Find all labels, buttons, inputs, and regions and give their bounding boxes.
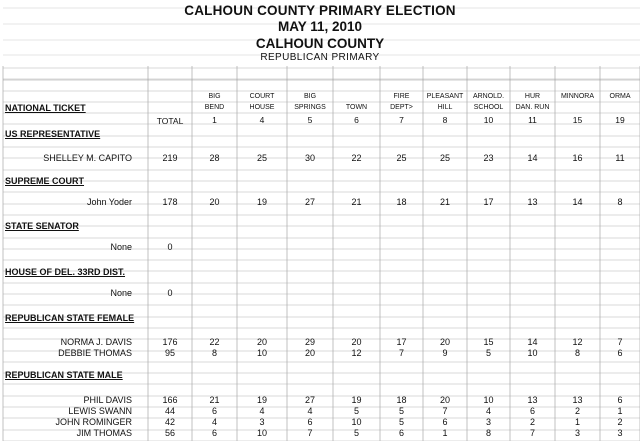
candidate-total: 178 [162, 197, 178, 207]
precinct-votes: 19 [256, 197, 267, 207]
precinct-votes: 20 [256, 337, 267, 347]
precinct-votes: 20 [439, 395, 450, 405]
precinct-votes: 13 [527, 395, 538, 405]
precinct-votes: 8 [574, 348, 580, 358]
precinct-votes: 25 [439, 153, 450, 163]
precinct-name-9: MINNORA [560, 93, 595, 100]
precinct-votes: 5 [353, 405, 359, 416]
candidate-name: LEWIS SWANN [68, 405, 132, 416]
precinct-number-8: 11 [528, 115, 537, 125]
precinct-sub-7: SCHOOL [473, 104, 504, 111]
precinct-votes: 1 [617, 405, 623, 416]
precinct-number-3: 5 [307, 115, 313, 125]
candidate-total: 166 [162, 395, 178, 405]
precinct-sub-4: TOWN [345, 104, 368, 111]
national-ticket-label: NATIONAL TICKET [5, 103, 86, 113]
precinct-votes: 17 [396, 337, 407, 347]
precinct-number-9: 15 [572, 115, 583, 125]
precinct-votes: 7 [529, 428, 535, 438]
candidate-name: JOHN ROMINGER [55, 417, 132, 427]
precinct-votes: 29 [304, 337, 315, 347]
candidate-name: None [110, 242, 132, 252]
precinct-votes: 6 [211, 405, 217, 416]
candidate-total: 56 [164, 428, 175, 438]
precinct-votes: 12 [572, 337, 583, 347]
precinct-votes: 4 [211, 417, 217, 427]
precinct-votes: 15 [483, 337, 494, 347]
county-name: CALHOUN COUNTY [255, 36, 385, 51]
precinct-number-10: 19 [615, 115, 625, 125]
precinct-votes: 6 [398, 428, 404, 438]
precinct-votes: 3 [485, 417, 491, 427]
precinct-votes: 20 [304, 348, 315, 358]
precinct-sub-3: SPRINGS [294, 104, 326, 111]
precinct-votes: 6 [617, 348, 623, 358]
precinct-votes: 21 [209, 395, 220, 405]
precinct-name-7: ARNOLD. [472, 93, 505, 100]
candidate-name: PHIL DAVIS [83, 395, 132, 405]
precinct-sub-6: HILL [437, 104, 453, 111]
section-title: REPUBLICAN STATE MALE [5, 370, 123, 380]
precinct-votes: 22 [209, 337, 220, 347]
precinct-votes: 10 [256, 348, 267, 358]
precinct-name-10: ORMA [609, 93, 631, 100]
section-title: HOUSE OF DEL. 33RD DIST. [5, 267, 126, 277]
precinct-votes: 1 [442, 428, 448, 438]
precinct-votes: 5 [398, 417, 404, 427]
precinct-votes: 21 [351, 197, 362, 207]
precinct-votes: 25 [396, 153, 407, 163]
precinct-votes: 12 [351, 348, 362, 358]
precinct-votes: 14 [527, 337, 538, 347]
precinct-votes: 4 [259, 405, 265, 416]
precinct-number-7: 10 [483, 115, 494, 125]
precinct-votes: 7 [307, 428, 313, 438]
precinct-votes: 2 [574, 405, 580, 416]
precinct-votes: 5 [398, 405, 404, 416]
precinct-votes: 23 [483, 153, 494, 163]
precinct-votes: 2 [529, 417, 535, 427]
section-title: REPUBLICAN STATE FEMALE [5, 313, 135, 323]
precinct-votes: 30 [304, 153, 315, 163]
precinct-votes: 1 [574, 417, 580, 427]
precinct-votes: 6 [617, 395, 623, 405]
precinct-votes: 19 [351, 395, 362, 405]
section-title: US REPRESENTATIVE [5, 129, 101, 139]
section-title: SUPREME COURT [5, 176, 85, 186]
precinct-votes: 14 [572, 197, 583, 207]
precinct-number-5: 7 [399, 115, 404, 125]
precinct-votes: 6 [442, 417, 448, 427]
precinct-sub-8: DAN. RUN [515, 104, 550, 111]
precinct-votes: 16 [572, 153, 583, 163]
precinct-votes: 3 [617, 428, 623, 438]
precinct-votes: 13 [572, 395, 583, 405]
candidate-total: 44 [164, 405, 175, 416]
precinct-votes: 8 [211, 348, 217, 358]
precinct-sub-1: BEND [204, 104, 225, 111]
precinct-votes: 17 [483, 197, 494, 207]
precinct-votes: 27 [304, 197, 315, 207]
precinct-votes: 18 [396, 197, 407, 207]
candidate-total: 42 [164, 417, 175, 427]
precinct-votes: 14 [527, 153, 538, 163]
precinct-votes: 22 [351, 153, 362, 163]
precinct-name-6: PLEASANT [426, 93, 464, 100]
precinct-votes: 11 [615, 153, 625, 163]
precinct-votes: 28 [209, 153, 220, 163]
precinct-name-2: COURT [249, 93, 275, 100]
precinct-number-2: 4 [259, 115, 265, 125]
precinct-votes: 5 [353, 428, 359, 438]
candidate-name: John Yoder [86, 197, 132, 207]
precinct-votes: 18 [396, 395, 407, 405]
precinct-votes: 13 [527, 197, 538, 207]
candidate-name: DEBBIE THOMAS [58, 348, 132, 358]
precinct-name-5: FIRE [393, 93, 410, 100]
precinct-votes: 7 [398, 348, 404, 358]
precinct-votes: 6 [211, 428, 217, 438]
precinct-votes: 19 [256, 395, 267, 405]
precinct-votes: 7 [442, 405, 448, 416]
precinct-votes: 6 [307, 417, 313, 427]
precinct-name-1: BIG [208, 93, 221, 100]
precinct-votes: 21 [439, 197, 450, 207]
precinct-votes: 3 [259, 417, 265, 427]
precinct-votes: 4 [307, 405, 313, 416]
precinct-votes: 2 [617, 417, 623, 427]
precinct-sub-5: DEPT> [390, 104, 413, 111]
precinct-votes: 8 [617, 197, 623, 207]
precinct-votes: 10 [256, 428, 267, 438]
precinct-votes: 25 [256, 153, 267, 163]
candidate-total: 176 [162, 337, 178, 347]
section-title: STATE SENATOR [5, 221, 79, 231]
precinct-number-6: 8 [442, 115, 448, 125]
candidate-total: 95 [164, 348, 175, 358]
candidate-name: NORMA J. DAVIS [60, 337, 132, 347]
candidate-name: JIM THOMAS [76, 428, 132, 438]
candidate-total: 219 [162, 153, 178, 163]
precinct-votes: 3 [574, 428, 580, 438]
candidate-name: None [110, 288, 132, 298]
election-title: CALHOUN COUNTY PRIMARY ELECTION [184, 3, 456, 18]
precinct-name-8: HUR [524, 93, 541, 100]
primary-name: REPUBLICAN PRIMARY [260, 52, 380, 63]
precinct-votes: 20 [209, 197, 220, 207]
precinct-votes: 8 [485, 428, 491, 438]
precinct-sub-2: HOUSE [249, 104, 275, 111]
precinct-number-4: 6 [354, 115, 359, 125]
total-header: TOTAL [156, 116, 184, 126]
precinct-votes: 10 [527, 348, 538, 358]
precinct-name-3: BIG [303, 93, 317, 100]
precinct-votes: 9 [442, 348, 448, 358]
precinct-votes: 20 [351, 337, 362, 347]
precinct-votes: 5 [485, 348, 491, 358]
candidate-total: 0 [167, 288, 173, 298]
precinct-number-1: 1 [212, 115, 217, 125]
precinct-votes: 27 [304, 395, 315, 405]
precinct-votes: 6 [529, 405, 535, 416]
precinct-votes: 20 [439, 337, 450, 347]
precinct-votes: 10 [483, 395, 494, 405]
candidate-name: SHELLEY M. CAPITO [43, 153, 132, 163]
election-date: MAY 11, 2010 [277, 19, 363, 34]
precinct-votes: 7 [617, 337, 623, 347]
precinct-votes: 4 [485, 405, 491, 416]
candidate-total: 0 [167, 242, 173, 252]
precinct-votes: 10 [351, 417, 362, 427]
